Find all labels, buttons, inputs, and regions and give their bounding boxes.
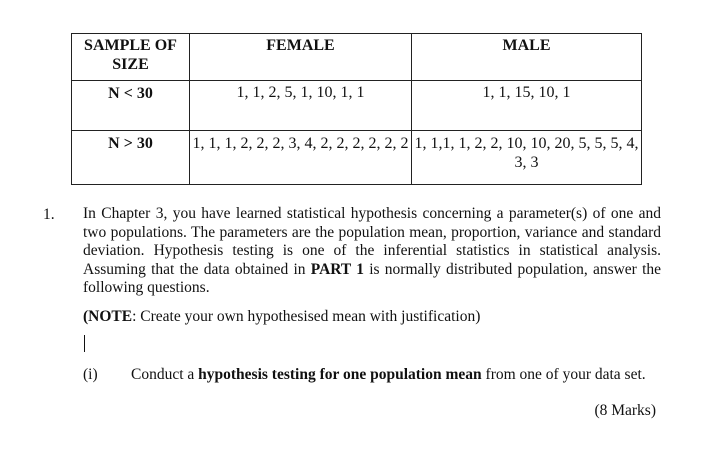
table-header-row (72, 34, 642, 81)
female-data-cell: 1, 1, 1, 2, 2, 2, 3, 4, 2, 2, 2, 2, 2, 2 (190, 131, 412, 185)
sub-text-part1: Conduct a (131, 366, 199, 383)
text-cursor (84, 335, 85, 352)
male-data-cell: 1, 1,1, 1, 2, 2, 10, 10, 20, 5, 5, 5, 4, 3, 3 (412, 131, 642, 185)
table-row (72, 81, 642, 131)
note-text: : Create your own hypothesised mean with justification) (132, 308, 481, 325)
marks-label: (8 Marks) (594, 402, 656, 419)
question-number: 1. (43, 206, 55, 223)
sample-size-cell: N < 30 (72, 81, 190, 131)
sub-text-part2: from one of your data set. (481, 366, 646, 383)
header-male: MALE (412, 34, 642, 81)
header-sample-size: SAMPLE OF SIZE (72, 34, 190, 81)
data-table (71, 33, 642, 185)
question-paragraph (83, 205, 661, 298)
note-line (83, 308, 480, 326)
female-data-cell: 1, 1, 2, 5, 1, 10, 1, 1 (190, 81, 412, 131)
table-row (72, 131, 642, 185)
note-open: ( (83, 308, 89, 325)
sub-question-text (131, 366, 646, 384)
header-female: FEMALE (190, 34, 412, 81)
question-text-part2: is normally distributed population, answer the following questions. (83, 260, 662, 296)
question-text-part1: In Chapter 3, you have learned statistical hypothesis concerning a parameter(s) of one and two populations. The parameters are the population mean, proportion, variance and standard deviation. Hypothesis testing is one of the inferential statistics in statistical analysis. Assuming that the data obtained in (83, 205, 661, 278)
note-label: NOTE (88, 308, 133, 325)
sample-size-cell: N > 30 (72, 131, 190, 185)
sub-question-number: (i) (83, 366, 98, 383)
question-text-bold: PART 1 (310, 260, 364, 278)
male-data-cell: 1, 1, 15, 10, 1 (412, 81, 642, 131)
sub-text-bold: hypothesis testing for one population mean (198, 366, 482, 383)
